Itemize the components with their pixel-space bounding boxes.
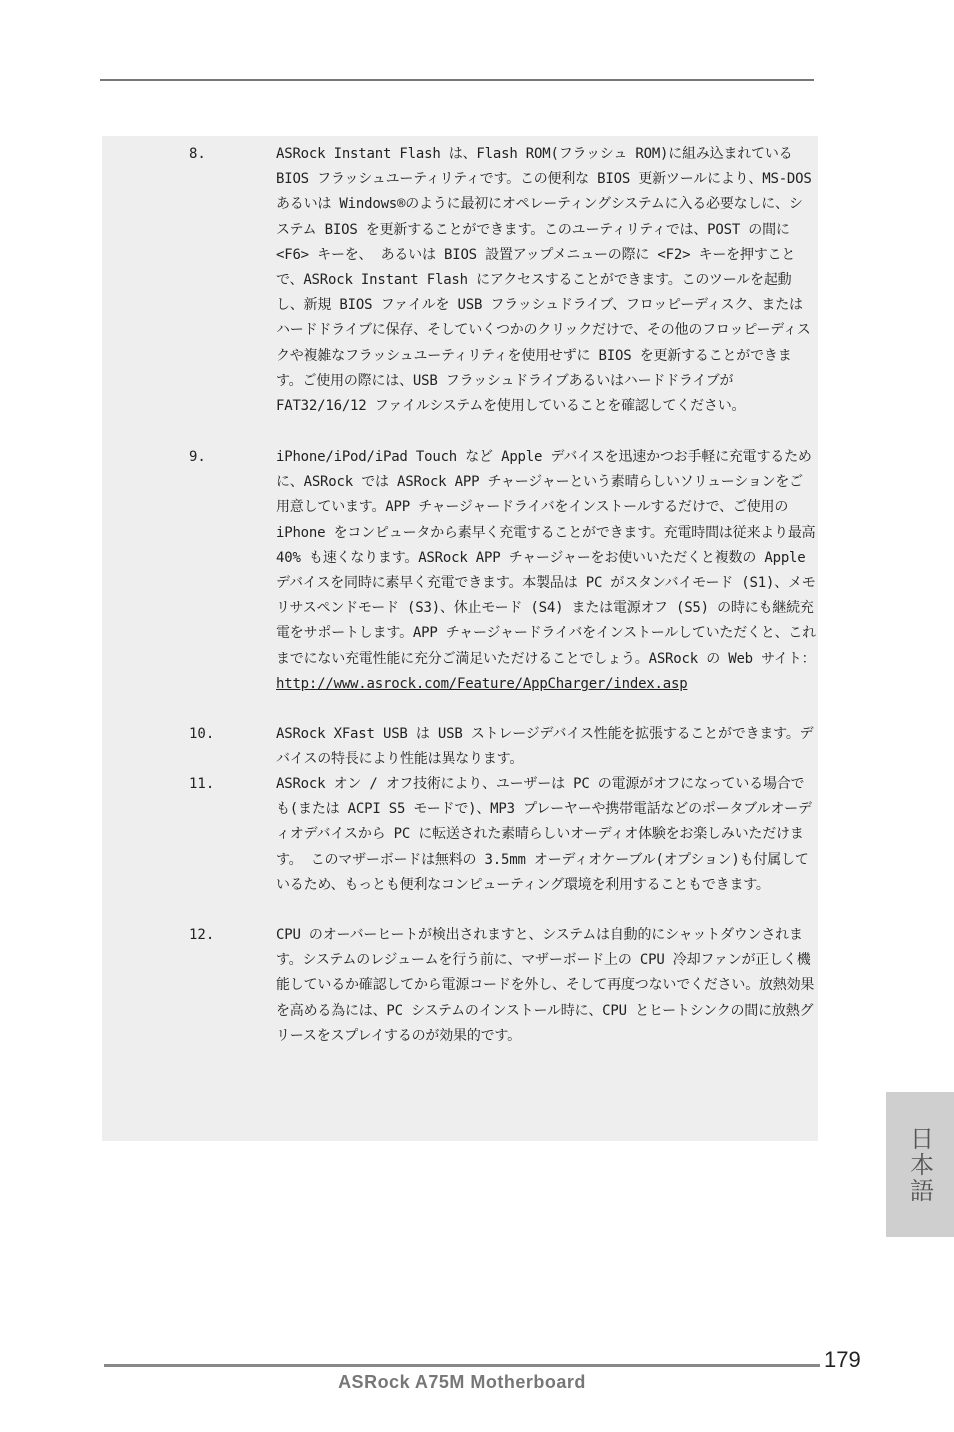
item-text: ASRock XFast USB は USB ストレージデバイス性能を拡張することができます。デバイスの特長により性能は異なります。 xyxy=(276,726,814,768)
item-number: 9. xyxy=(189,449,206,465)
item-number: 8. xyxy=(189,146,206,162)
item-text: ASRock オン / オフ技術により、ユーザーは PC の電源がオフになっている場合でも(または ACPI S5 モードで)、MP3 プレーヤーや携帯電話などのポータブルオーディオデバイスから PC に転送された素晴らしいオーディオ体験をお楽しみいただけます。 このマザーボードは無料の 3.5mm オーディオケーブル(オプション)も付属しているため、もっとも便利なコンピューティング環境を利用することもできます。 xyxy=(276,776,812,893)
item-body: iPhone/iPod/iPad Touch など Apple デバイスを迅速かつお手軽に充電するために、ASRock では ASRock APP チャージャーという素晴らしいソリューションをご用意しています。APP チャージャードライバをインストールするだけで、ご使用の iPhone をコンピュータから素早く充電することができます。充電時間は従来より最高 40% も速くなります。ASRock APP チャージャーをお使いいただくと複数の Apple デバイスを同時に素早く充電できます。本製品は PC がスタンバイモード (S1)、メモリサスペンドモード (S3)、休止モード (S4) または電源オフ (S5) の時にも継続充電をサポートします。APP チャージャードライバをインストールしていただくと、これまでにない充電性能に充分ご満足いただけることでしょう。ASRock の Web サイト： xyxy=(276,449,817,667)
language-label: 日本語 xyxy=(905,1125,934,1204)
item-text: ASRock Instant Flash は、Flash ROM(フラッシュ ROM)に組み込まれている BIOS フラッシュユーティリティです。この便利な BIOS 更新ツールにより、MS-DOS あるいは Windows®のように最初にオペレーティングシステムに入る必要なしに、システム BIOS を更新することができます。このユーティリティでは、POST の間に <F6> キーを、 あるいは BIOS 設置アップメニューの際に <F2> キーを押すことで、ASRock Instant Flash にアクセスすることができます。このツールを起動し、新規 BIOS ファイルを USB フラッシュドライブ、フロッピーディスク、またはハードドライブに保存、そしていくつかのクリックだけで、その他のフロッピーディスクや複雑なフラッシュユーティリティを使用せずに BIOS を更新することができます。ご使用の際には、USB フラッシュドライブあるいはハードドライブが FAT32/16/12 ファイルシステムを使用していることを確認してください。 xyxy=(276,146,812,415)
language-tab xyxy=(886,1092,954,1237)
item-text xyxy=(276,445,816,697)
apps-charger-link[interactable]: http://www.asrock.com/Feature/AppCharger/index.asp xyxy=(276,675,688,692)
item-number: 11. xyxy=(189,776,215,792)
top-rule xyxy=(100,79,814,81)
item-number: 12. xyxy=(189,927,215,943)
page-number: 179 xyxy=(824,1347,861,1372)
content-box xyxy=(102,136,818,1141)
footer-rule xyxy=(104,1364,820,1367)
footer-title: ASRock A75M Motherboard xyxy=(338,1372,586,1392)
item-text: CPU のオーバーヒートが検出されますと、システムは自動的にシャットダウンされます。システムのレジュームを行う前に、マザーボード上の CPU 冷却ファンが正しく機能しているか確認してから電源コードを外し、そして再度つないでください。放熱効果を高める為には、PC システムのインストール時に、CPU とヒートシンクの間に放熱グリースをスプレイするのが効果的です。 xyxy=(276,927,815,1044)
item-number: 10. xyxy=(189,726,215,742)
